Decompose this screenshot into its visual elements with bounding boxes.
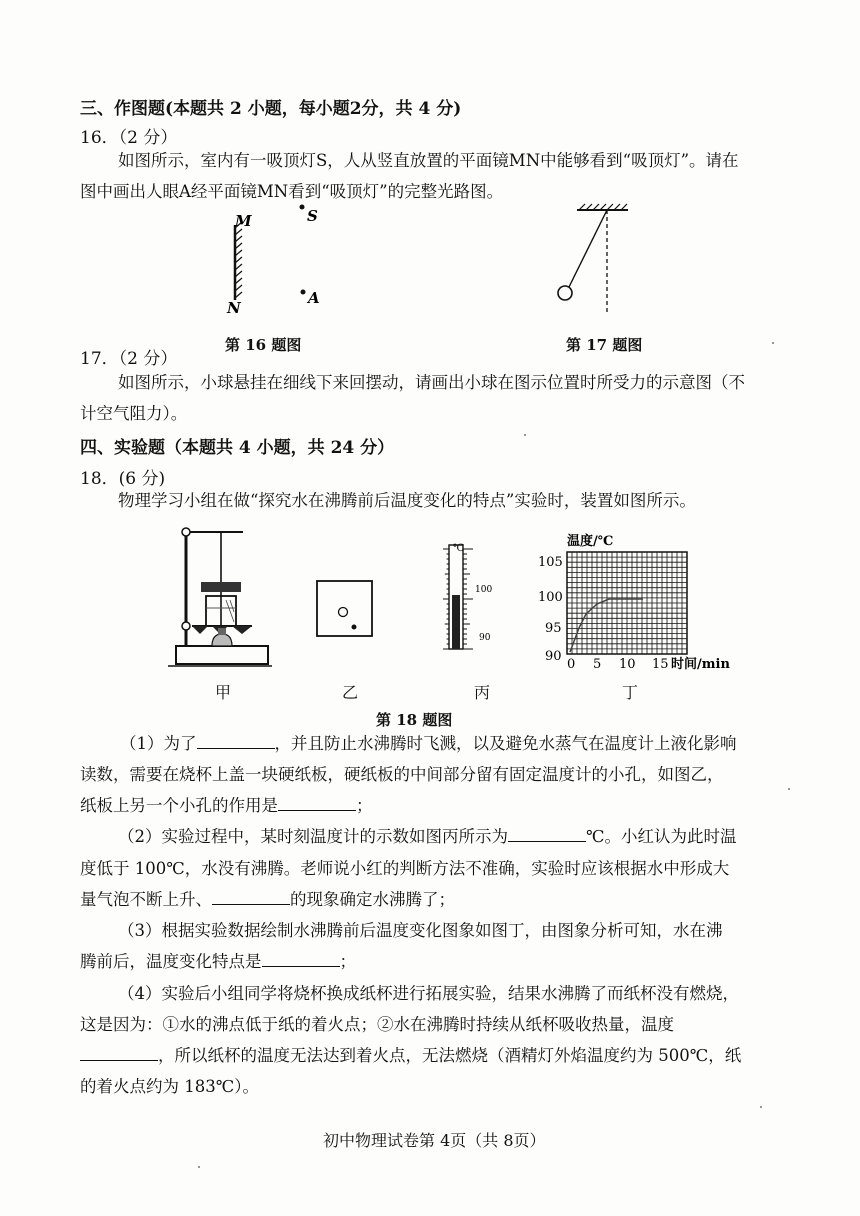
scan-speck <box>524 434 526 436</box>
q18-p2-line1 <box>118 820 736 853</box>
graph-ytick-100: 100 <box>538 590 563 605</box>
q17-line2: 计空气阻力）。 <box>80 404 188 423</box>
eye-point <box>301 290 306 295</box>
q18-p2-a: （2）实验过程中，某时刻温度计的示数如图丙所示为 <box>118 827 508 846</box>
q18-p4-line4: 的着火点约为 183℃）。 <box>80 1077 259 1096</box>
scan-speck <box>788 788 790 790</box>
fig-label-yi: 乙 <box>342 683 359 702</box>
q18-p1-e: ； <box>356 796 373 815</box>
graph-xtick-0: 0 <box>567 657 576 672</box>
thermometer-hole <box>339 608 348 617</box>
q18-p1-line2: 读数，需要在烧杯上盖一块硬纸板，硬纸板的中间部分留有固定温度计的小孔，如图乙， <box>80 765 724 784</box>
q18-p2-b: ℃。小红认为此时温 <box>586 827 737 846</box>
q16-caption: 第 16 题图 <box>225 336 302 354</box>
mirror-n-label: N <box>227 299 241 317</box>
eye-a-label: A <box>308 289 320 307</box>
graph-xlabel: 时间/min <box>671 657 730 672</box>
q18-p1-d: 纸板上另一个小孔的作用是 <box>80 796 278 815</box>
page-footer: 初中物理试卷第 4页（共 8页） <box>323 1131 546 1150</box>
fig-label-jia: 甲 <box>215 683 232 702</box>
section-3-title: 三、作图题(本题共 2 小题，每小题2分，共 4 分) <box>80 99 462 119</box>
answer-blank-5[interactable] <box>262 948 340 967</box>
q18-p3-c: ； <box>339 952 356 971</box>
q18-p2-line3 <box>80 883 455 916</box>
answer-blank-3[interactable] <box>508 823 586 842</box>
q18-p1-a: （1）为了 <box>120 734 197 753</box>
thermometer-tick-90: 90 <box>479 633 491 643</box>
answer-blank-6[interactable] <box>80 1042 158 1061</box>
figure-18-jia-apparatus <box>168 522 273 682</box>
graph-xtick-15: 15 <box>652 657 669 672</box>
figure-18-bing-thermometer <box>435 537 505 657</box>
answer-blank-1[interactable] <box>197 730 275 749</box>
q18-p2-d: 量气泡不断上升、 <box>80 890 212 909</box>
figure-18-yi-cardboard <box>314 578 376 640</box>
figure-17 <box>550 200 640 320</box>
q18-caption: 第 18 题图 <box>376 711 453 729</box>
q16-header: 16．（2 分） <box>80 128 178 148</box>
scan-speck <box>772 342 774 344</box>
q18-p2-line2: 度低于 100℃，水没有沸腾。老师说小红的判断方法不准确，实验时应该根据水中形成大 <box>80 859 730 878</box>
q16-line2: 图中画出人眼A经平面镜MN看到“吸顶灯”的完整光路图。 <box>80 182 504 201</box>
q18-p1-line3 <box>80 789 373 822</box>
q18-p3-b: 腾前后，温度变化特点是 <box>80 952 262 971</box>
mirror-m-label: M <box>235 212 252 230</box>
q17-header: 17．（2 分） <box>80 349 178 369</box>
q17-line1: 如图所示，小球悬挂在细线下来回摆动，请画出小球在图示位置时所受力的示意图（不 <box>118 373 745 392</box>
small-hole <box>352 625 357 630</box>
graph-ytick-95: 95 <box>545 621 562 636</box>
q18-p4-line2: 这是因为：①水的沸点低于纸的着火点；②水在沸腾时持续从纸杯吸收热量，温度 <box>80 1015 674 1034</box>
figure-16 <box>215 200 335 320</box>
q18-p4-line1: （4）实验后小组同学将烧杯换成纸杯进行拓展实验，结果水沸腾了而纸杯没有燃烧， <box>118 984 739 1003</box>
answer-blank-2[interactable] <box>278 792 356 811</box>
q18-p4-c: ，所以纸杯的温度无法达到着火点，无法燃烧（酒精灯外焰温度约为 500℃，纸 <box>158 1046 742 1065</box>
section-4-title: 四、实验题（本题共 4 小题，共 24 分） <box>80 438 395 458</box>
figure-18-ding-graph <box>533 528 743 676</box>
q17-caption: 第 17 题图 <box>566 336 643 354</box>
q18-intro: 物理学习小组在做“探究水在沸腾前后温度变化的特点”实验时，装置如图所示。 <box>118 491 696 510</box>
thermometer-tick-100: 100 <box>475 585 493 595</box>
q18-p3-line2 <box>80 945 356 978</box>
q18-p4-line3 <box>80 1039 741 1072</box>
q16-line1: 如图所示，室内有一吸顶灯S，人从竖直放置的平面镜MN中能够看到“吸顶灯”。请在 <box>118 151 739 170</box>
q18-header: 18．(6 分) <box>80 469 166 489</box>
q18-p3-line1: （3）根据实验数据绘制水沸腾前后温度变化图象如图丁，由图象分析可知，水在沸 <box>118 921 723 940</box>
pendulum-ball <box>558 286 572 300</box>
graph-ylabel: 温度/℃ <box>567 534 614 549</box>
fig-label-ding: 丁 <box>622 683 639 702</box>
lamp-point <box>300 205 305 210</box>
graph-xtick-10: 10 <box>619 657 636 672</box>
graph-xtick-5: 5 <box>593 657 602 672</box>
q18-p2-e: 的现象确定水沸腾了； <box>290 890 455 909</box>
scan-speck <box>760 1106 762 1108</box>
fig-label-bing: 丙 <box>474 683 491 702</box>
lamp-s-label: S <box>307 207 318 225</box>
q18-p1-b: ，并且防止水沸腾时飞溅，以及避免水蒸气在温度计上液化影响 <box>274 734 737 753</box>
scan-speck <box>198 1166 200 1168</box>
answer-blank-4[interactable] <box>212 886 290 905</box>
thermometer-unit: ℃ <box>453 543 465 554</box>
graph-ytick-90: 90 <box>545 649 562 664</box>
mercury-column <box>452 595 460 649</box>
q18-p1-line1 <box>120 727 737 760</box>
graph-ytick-105: 105 <box>538 555 563 570</box>
